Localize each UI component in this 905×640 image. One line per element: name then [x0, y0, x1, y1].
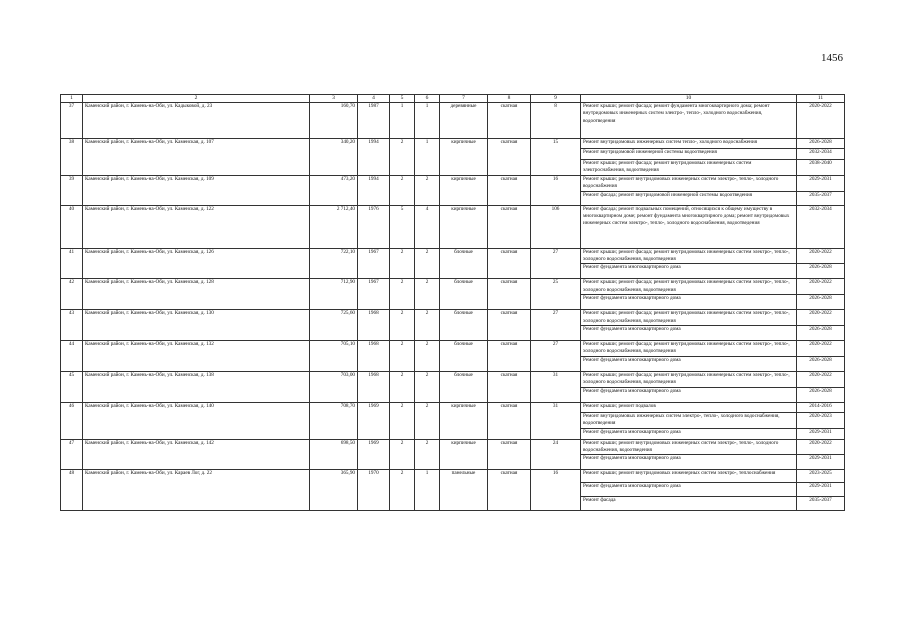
cell-period: 2026-2028	[797, 295, 845, 310]
table-row	[61, 248, 845, 264]
cell-address: Каменский район, г. Камень-на-Оби, ул. Каменская, д. 132	[83, 341, 310, 372]
cell-residents: 31	[531, 402, 581, 439]
cell-address: Каменский район, г. Камень-на-Оби, ул. Каменская, д. 140	[83, 402, 310, 439]
table-row	[61, 341, 845, 357]
cell-work-type: Ремонт крыши; ремонт фасада; ремонт внутридомовых инженерных систем электро-, тепло-, холодного водоснабжения, водоотведения	[581, 279, 797, 295]
cell-period: 2020-2022	[797, 341, 845, 357]
cell-address: Каменский район, г. Камень-на-Оби, ул. Каменская, д. 130	[83, 310, 310, 341]
col-header: 6	[415, 95, 440, 103]
cell-roof: скатная	[488, 402, 531, 439]
cell-roof: скатная	[488, 139, 531, 176]
cell-work-type: Ремонт фасада; ремонт подвальных помещений, относящихся к общему имуществу в многоквартирном доме; ремонт фундамента многоквартирного дома; ремонт внутридомовых инженерных систем электро-, тепло-, холодного водоснабжения, водоотведения	[581, 205, 797, 248]
cell-year: 1967	[358, 248, 390, 279]
cell-work-type: Ремонт фундамента многоквартирного дома	[581, 387, 797, 402]
cell-period: 2029-2031	[797, 455, 845, 470]
cell-walls: кирпичные	[440, 439, 488, 470]
col-header: 5	[390, 95, 415, 103]
cell-entrances: 2	[415, 248, 440, 279]
cell-residents: 15	[531, 139, 581, 176]
cell-floors: 2	[390, 470, 415, 511]
cell-residents: 8	[531, 103, 581, 139]
cell-period: 2029-2031	[797, 483, 845, 497]
cell-address: Каменский район, г. Камень-на-Оби, ул. Каменская, д. 138	[83, 371, 310, 402]
table-row	[61, 371, 845, 387]
cell-entrances: 2	[415, 341, 440, 372]
cell-period: 2020-2022	[797, 310, 845, 326]
cell-roof: скатная	[488, 175, 531, 205]
cell-work-type: Ремонт крыши; ремонт фасада; ремонт внутридомовых инженерных систем электро-, тепло-, холодного водоснабжения, водоотведения	[581, 310, 797, 326]
cell-residents: 31	[531, 371, 581, 402]
cell-work-type: Ремонт фасада; ремонт внутридомовой инженерной системы водоотведения	[581, 191, 797, 205]
cell-floors: 2	[390, 139, 415, 176]
cell-work-type: Ремонт внутридомовых инженерных систем электро-, тепло-, холодного водоснабжения, водоотведения	[581, 412, 797, 428]
cell-num: 41	[61, 248, 83, 279]
cell-floors: 2	[390, 439, 415, 470]
cell-year: 1970	[358, 470, 390, 511]
cell-address: Каменский район, г. Камень-на-Оби, ул. Каменская, д. 142	[83, 439, 310, 470]
cell-entrances: 4	[415, 205, 440, 248]
cell-year: 1967	[358, 279, 390, 310]
cell-period: 2029-2031	[797, 175, 845, 191]
cell-floors: 1	[390, 103, 415, 139]
table-row	[61, 279, 845, 295]
cell-entrances: 2	[415, 310, 440, 341]
table-row	[61, 139, 845, 149]
cell-period: 2020-2022	[797, 371, 845, 387]
cell-entrances: 2	[415, 371, 440, 402]
cell-year: 1976	[358, 205, 390, 248]
cell-residents: 25	[531, 279, 581, 310]
cell-entrances: 1	[415, 470, 440, 511]
cell-year: 1968	[358, 371, 390, 402]
cell-period: 2026-2028	[797, 264, 845, 279]
cell-residents: 16	[531, 470, 581, 511]
cell-period: 2026-2028	[797, 387, 845, 402]
cell-floors: 2	[390, 402, 415, 439]
cell-roof: скатная	[488, 470, 531, 511]
cell-address: Каменский район, г. Камень-на-Оби, ул. Каменская, д. 122	[83, 205, 310, 248]
col-header: 4	[358, 95, 390, 103]
cell-num: 42	[61, 279, 83, 310]
cell-num: 47	[61, 439, 83, 470]
cell-walls: кирпичные	[440, 139, 488, 176]
cell-entrances: 1	[415, 103, 440, 139]
table-row	[61, 402, 845, 412]
cell-area: 708,70	[310, 402, 358, 439]
cell-num: 46	[61, 402, 83, 439]
cell-walls: кирпичные	[440, 175, 488, 205]
cell-floors: 2	[390, 371, 415, 402]
cell-roof: скатная	[488, 371, 531, 402]
cell-num: 48	[61, 470, 83, 511]
cell-entrances: 1	[415, 139, 440, 176]
cell-area: 705,10	[310, 341, 358, 372]
cell-period: 2026-2028	[797, 326, 845, 341]
table-row	[61, 103, 845, 139]
cell-area: 2 712,40	[310, 205, 358, 248]
cell-residents: 24	[531, 439, 581, 470]
cell-walls: блочные	[440, 371, 488, 402]
table-row	[61, 310, 845, 326]
cell-walls: кирпичные	[440, 402, 488, 439]
cell-work-type: Ремонт фундамента многоквартирного дома	[581, 428, 797, 439]
col-header: 1	[61, 95, 83, 103]
cell-walls: блочные	[440, 248, 488, 279]
cell-period: 2032-2034	[797, 149, 845, 160]
cell-period: 2020-2022	[797, 439, 845, 455]
cell-period: 2032-2034	[797, 205, 845, 248]
cell-area: 698,50	[310, 439, 358, 470]
cell-work-type: Ремонт крыши; ремонт подвалов	[581, 402, 797, 412]
cell-num: 38	[61, 139, 83, 176]
cell-year: 1994	[358, 175, 390, 205]
cell-floors: 2	[390, 248, 415, 279]
cell-num: 45	[61, 371, 83, 402]
cell-roof: скатная	[488, 310, 531, 341]
cell-work-type: Ремонт крыши; ремонт фасада; ремонт внутридомовых инженерных систем электро-, тепло-, холодного водоснабжения, водоотведения	[581, 248, 797, 264]
cell-period: 2038-2040	[797, 160, 845, 176]
cell-work-type: Ремонт крыши; ремонт фасада; ремонт внутридомовых инженерных систем электроснабжения, водоотведения	[581, 160, 797, 176]
cell-walls: кирпичные	[440, 205, 488, 248]
cell-num: 40	[61, 205, 83, 248]
cell-work-type: Ремонт внутридомовых инженерных систем тепло-, холодного водоснабжения	[581, 139, 797, 149]
col-header: 10	[581, 95, 797, 103]
cell-year: 1968	[358, 341, 390, 372]
cell-residents: 27	[531, 310, 581, 341]
table-row	[61, 439, 845, 455]
cell-floors: 5	[390, 205, 415, 248]
cell-address: Каменский район, г. Камень-на-Оби, ул. Кадыковой, д. 23	[83, 103, 310, 139]
cell-area: 473,20	[310, 175, 358, 205]
cell-period: 2020-2022	[797, 103, 845, 139]
cell-area: 365,90	[310, 470, 358, 511]
cell-period: 2023-2025	[797, 470, 845, 483]
cell-year: 1968	[358, 310, 390, 341]
cell-work-type: Ремонт фундамента многоквартирного дома	[581, 455, 797, 470]
cell-work-type: Ремонт крыши; ремонт внутридомовых инженерных систем электро-, теплоснабжения	[581, 470, 797, 483]
cell-floors: 2	[390, 175, 415, 205]
cell-period: 2026-2028	[797, 139, 845, 149]
cell-period: 2020-2023	[797, 412, 845, 428]
cell-roof: скатная	[488, 205, 531, 248]
capital-repair-table	[60, 94, 845, 511]
cell-year: 1994	[358, 139, 390, 176]
cell-address: Каменский район, г. Камень-на-Оби, ул. Каменская, д. 107	[83, 139, 310, 176]
cell-entrances: 2	[415, 439, 440, 470]
cell-period: 2014-2016	[797, 402, 845, 412]
cell-entrances: 2	[415, 175, 440, 205]
cell-period: 2029-2031	[797, 428, 845, 439]
table-row	[61, 175, 845, 191]
col-header: 7	[440, 95, 488, 103]
cell-address: Каменский район, г. Камень-на-Оби, ул. Караев Лог, д. 22	[83, 470, 310, 511]
cell-area: 340,20	[310, 139, 358, 176]
cell-work-type: Ремонт крыши; ремонт фасада; ремонт фундамента многоквартирного дома; ремонт внутридомовых инженерных систем электро-, тепло-, холодного водоснабжения, водоотведения	[581, 103, 797, 139]
cell-address: Каменский район, г. Камень-на-Оби, ул. Каменская, д. 109	[83, 175, 310, 205]
cell-walls: деревянные	[440, 103, 488, 139]
cell-roof: скатная	[488, 439, 531, 470]
cell-work-type: Ремонт крыши; ремонт внутридомовых инженерных систем электро-, тепло-, холодного водоснабжения	[581, 175, 797, 191]
col-header: 2	[83, 95, 310, 103]
cell-num: 39	[61, 175, 83, 205]
col-header: 11	[797, 95, 845, 103]
cell-address: Каменский район, г. Камень-на-Оби, ул. Каменская, д. 128	[83, 279, 310, 310]
col-header: 9	[531, 95, 581, 103]
cell-residents: 16	[531, 175, 581, 205]
header-row	[61, 95, 845, 103]
cell-area: 703,00	[310, 371, 358, 402]
cell-floors: 2	[390, 279, 415, 310]
cell-period: 2035-2037	[797, 497, 845, 511]
col-header: 3	[310, 95, 358, 103]
cell-area: 722,10	[310, 248, 358, 279]
cell-roof: скатная	[488, 103, 531, 139]
cell-num: 44	[61, 341, 83, 372]
cell-work-type: Ремонт внутридомовой инженерной системы водоотведения	[581, 149, 797, 160]
cell-entrances: 2	[415, 279, 440, 310]
col-header: 8	[488, 95, 531, 103]
cell-roof: скатная	[488, 279, 531, 310]
cell-floors: 2	[390, 310, 415, 341]
cell-num: 43	[61, 310, 83, 341]
cell-work-type: Ремонт фундамента многоквартирного дома	[581, 264, 797, 279]
cell-residents: 106	[531, 205, 581, 248]
cell-period: 2020-2022	[797, 248, 845, 264]
cell-work-type: Ремонт фундамента многоквартирного дома	[581, 326, 797, 341]
cell-work-type: Ремонт крыши; ремонт фасада; ремонт внутридомовых инженерных систем электро-, тепло-, холодного водоснабжения, водоотведения	[581, 371, 797, 387]
cell-residents: 27	[531, 341, 581, 372]
cell-area: 160,70	[310, 103, 358, 139]
table-row	[61, 470, 845, 483]
cell-residents: 27	[531, 248, 581, 279]
cell-floors: 2	[390, 341, 415, 372]
cell-walls: панельные	[440, 470, 488, 511]
cell-area: 712,90	[310, 279, 358, 310]
cell-roof: скатная	[488, 248, 531, 279]
cell-walls: блочные	[440, 279, 488, 310]
cell-work-type: Ремонт крыши; ремонт внутридомовых инженерных систем электро-, тепло-, холодного водоснабжения, водоотведения	[581, 439, 797, 455]
cell-address: Каменский район, г. Камень-на-Оби, ул. Каменская, д. 126	[83, 248, 310, 279]
cell-work-type: Ремонт фундамента многоквартирного дома	[581, 295, 797, 310]
cell-period: 2020-2022	[797, 279, 845, 295]
cell-year: 1969	[358, 439, 390, 470]
cell-work-type: Ремонт фасада	[581, 497, 797, 511]
cell-roof: скатная	[488, 341, 531, 372]
cell-walls: блочные	[440, 310, 488, 341]
cell-year: 1987	[358, 103, 390, 139]
cell-work-type: Ремонт фундамента многоквартирного дома	[581, 356, 797, 371]
page-number: 1456	[821, 52, 843, 64]
cell-work-type: Ремонт крыши; ремонт фасада; ремонт внутридомовых инженерных систем электро-, тепло-, холодного водоснабжения, водоотведения	[581, 341, 797, 357]
cell-area: 725,60	[310, 310, 358, 341]
cell-period: 2035-2037	[797, 191, 845, 205]
cell-walls: блочные	[440, 341, 488, 372]
cell-period: 2026-2028	[797, 356, 845, 371]
cell-work-type: Ремонт фундамента многоквартирного дома	[581, 483, 797, 497]
cell-entrances: 2	[415, 402, 440, 439]
cell-num: 37	[61, 103, 83, 139]
cell-year: 1969	[358, 402, 390, 439]
table-row	[61, 205, 845, 248]
